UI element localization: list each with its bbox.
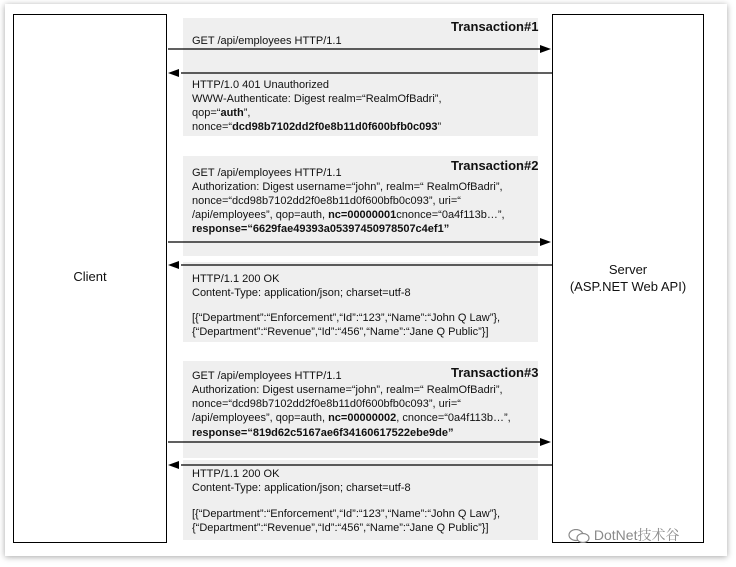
msg-2-line-1: HTTP/1.0 401 Unauthorized [192,79,329,91]
msg-2-line-4: nonce=“dcd98b7102dd2f0e8b11d0f600bfb0c093” [192,121,442,133]
qop-value: auth [220,107,244,119]
server-label: Server [608,262,648,277]
msg-5-line-1: GET /api/employees HTTP/1.1 [192,370,342,382]
arrow-request-2 [168,238,551,246]
msg-5-line-3: nonce=“dcd98b7102dd2f0e8b11d0f600bfb0c093”, uri=“ [192,398,461,410]
msg-3-line-3: nonce=“dcd98b7102dd2f0e8b11d0f600bfb0c093”, uri=“ [192,195,461,207]
msg-4-line-3: [{“Department”:“Enforcement”,“Id”:“123”,“Name”:“John Q Law”}, [192,312,501,324]
msg-4-line-1: HTTP/1.1 200 OK [192,273,280,285]
transaction-3-title: Transaction#3 [451,365,539,380]
msg-2-line-3: qop=“auth”, [192,107,251,119]
msg-5-line-5: response=“819d62c5167ae6f34160617522ebe9de” [192,427,454,439]
wechat-icon [568,529,590,543]
arrow-response-2 [168,261,552,269]
arrow-request-3 [168,438,551,446]
msg-6-line-1: HTTP/1.1 200 OK [192,468,280,480]
server-sublabel: (ASP.NET Web API) [569,279,687,294]
msg-3-line-1: GET /api/employees HTTP/1.1 [192,167,342,179]
msg-3-line-2: Authorization: Digest username=“john”, realm=“ RealmOfBadri”, [192,181,503,193]
msg-1-line-1: GET /api/employees HTTP/1.1 [192,35,342,47]
arrow-request-1 [168,45,551,53]
msg-6-line-4: {“Department”:“Revenue”,“Id”:“456”,“Name”:“Jane Q Public”}] [192,522,489,534]
msg-3-line-5: response=“6629fae49393a05397450978507c4ef1” [192,223,450,235]
msg-5-line-2: Authorization: Digest username=“john”, realm=“ RealmOfBadri”, [192,384,503,396]
msg-2-line-2: WWW-Authenticate: Digest realm=“RealmOfBadri”, [192,93,442,105]
msg-3-line-4: /api/employees”, qop=auth, nc=00000001cnonce=“0a4f113b…”, [192,209,505,221]
transaction-2-title: Transaction#2 [451,158,539,173]
msg-4-line-4: {“Department”:“Revenue”,“Id”:“456”,“Name”:“Jane Q Public”}] [192,326,489,338]
arrow-response-3 [168,461,552,469]
watermark-text: DotNet技术谷 [593,527,680,543]
client-label: Client [73,269,107,284]
arrow-response-1 [168,69,552,77]
transaction-1-title: Transaction#1 [451,19,539,34]
msg-6-line-3: [{“Department”:“Enforcement”,“Id”:“123”,“Name”:“John Q Law”}, [192,508,501,520]
msg-4-line-2: Content-Type: application/json; charset=utf-8 [192,287,411,299]
nonce-value: dcd98b7102dd2f0e8b11d0f600bfb0c093 [232,121,438,133]
msg-6-line-2: Content-Type: application/json; charset=utf-8 [192,482,411,494]
msg-5-line-4: /api/employees”, qop=auth, nc=00000002, cnonce=“0a4f113b…”, [192,412,511,424]
watermark [568,525,679,545]
